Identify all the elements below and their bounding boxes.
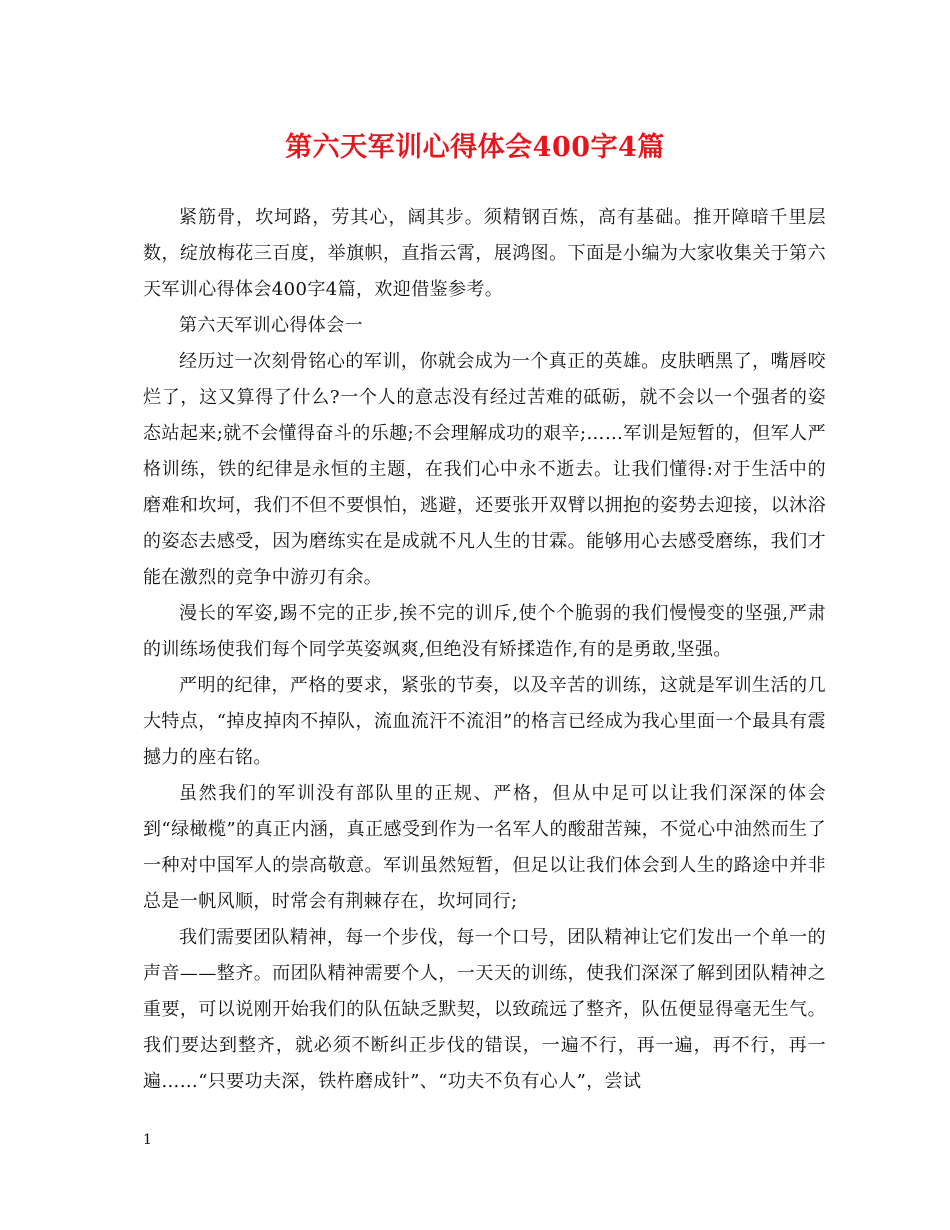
body-paragraph: 漫长的军姿,踢不完的正步,挨不完的训斥,使个个脆弱的我们慢慢变的坚强,严肃的训练场使我们每个同学英姿飒爽,但绝没有矫揉造作,有的是勇敢,坚强。 bbox=[143, 603, 826, 660]
intro-paragraph: 紧筋骨，坎坷路，劳其心，阔其步。须精钢百炼，高有基础。推开障暗千里层数，绽放梅花三百度，举旗帜，直指云霄，展鸿图。下面是小编为大家收集关于第六天军训心得体会400字4篇，欢迎借鉴参考。 bbox=[143, 207, 826, 300]
document-body bbox=[143, 200, 826, 1100]
body-paragraph: 我们需要团队精神，每一个步伐，每一个口号，团队精神让它们发出一个单一的声音——整齐。而团队精神需要个人，一天天的训练，使我们深深了解到团队精神之重要，可以说刚开始我们的队伍缺乏默契，以致疏远了整齐，队伍便显得毫无生气。我们要达到整齐，就必须不断纠正步伐的错误，一遍不行，再一遍，再不行，再一遍……“只要功夫深，铁杵磨成针”、“功夫不负有心人”，尝试 bbox=[143, 927, 826, 1092]
body-paragraph: 严明的纪律，严格的要求，紧张的节奏，以及辛苦的训练，这就是军训生活的几大特点，“掉皮掉肉不掉队，流血流汗不流泪”的格言已经成为我心里面一个最具有震撼力的座右铭。 bbox=[143, 675, 826, 768]
page-number: 1 bbox=[143, 1132, 152, 1148]
section-heading: 第六天军训心得体会一 bbox=[179, 315, 363, 336]
document-title: 第六天军训心得体会400字4篇 bbox=[285, 132, 665, 163]
body-paragraph: 虽然我们的军训没有部队里的正规、严格，但从中足可以让我们深深的体会到“绿橄榄”的真正内涵，真正感受到作为一名军人的酸甜苦辣，不觉心中油然而生了一种对中国军人的崇高敬意。军训虽然短暂，但足以让我们体会到人生的路途中并非总是一帆风顺，时常会有荆棘存在，坎坷同行; bbox=[143, 783, 826, 912]
body-paragraph: 经历过一次刻骨铭心的军训，你就会成为一个真正的英雄。皮肤晒黑了，嘴唇咬烂了，这又算得了什么?一个人的意志没有经过苦难的砥砺，就不会以一个强者的姿态站起来;就不会懂得奋斗的乐趣;不会理解成功的艰辛;……军训是短暂的，但军人严格训练，铁的纪律是永恒的主题，在我们心中永不逝去。让我们懂得:对于生活中的磨难和坎坷，我们不但不要惧怕，逃避，还要张开双臂以拥抱的姿势去迎接，以沐浴的姿态去感受，因为磨练实在是成就不凡人生的甘霖。能够用心去感受磨练，我们才能在激烈的竞争中游刃有余。 bbox=[143, 351, 826, 588]
